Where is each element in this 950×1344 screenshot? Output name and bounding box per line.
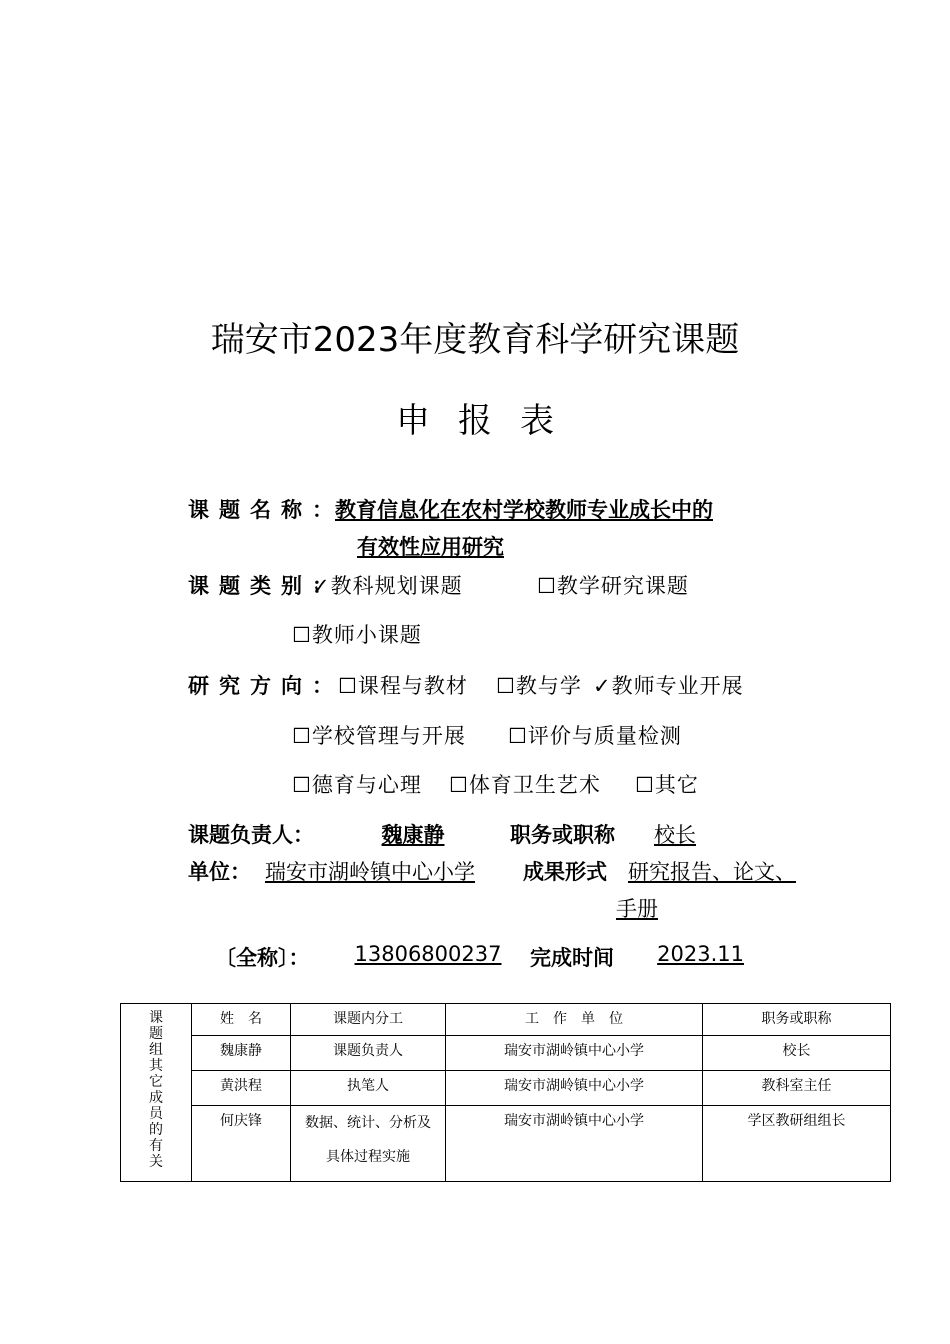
table-row (121, 1070, 891, 1105)
document-title: 瑞安市2023年度教育科学研究课题 (210, 320, 740, 360)
members-side-label: 课题组其它成员的有关 (149, 1010, 163, 1170)
member-title: 校长 (703, 1035, 891, 1070)
direction-option-7[interactable]: ☐体育卫生艺术 (449, 773, 601, 797)
completion-time-label: 完成时间 (530, 946, 614, 970)
member-name: 魏康静 (192, 1035, 291, 1070)
category-option-2[interactable]: ☐教学研究课题 (537, 574, 689, 598)
topic-line-2: 有效性应用研究 (357, 535, 504, 559)
table-row (121, 1035, 891, 1070)
result-line-2: 手册 (616, 897, 658, 921)
header-title: 职务或职称 (703, 1004, 891, 1036)
unit-label: 单位： (188, 860, 251, 884)
header-name: 姓 名 (192, 1004, 291, 1036)
table-header-row (121, 1004, 891, 1036)
header-unit: 工 作 单 位 (446, 1004, 703, 1036)
member-title: 教科室主任 (703, 1070, 891, 1105)
leader-value: 魏康静 (381, 823, 445, 847)
unit-value: 瑞安市湖岭镇中心小学 (265, 860, 475, 884)
members-side-label-cell (121, 1004, 192, 1182)
member-name: 何庆锋 (192, 1105, 291, 1181)
direction-option-2[interactable]: ☐教与学 (496, 674, 582, 698)
direction-option-8[interactable]: ☐其它 (635, 773, 699, 797)
category-option-1[interactable]: ✓教科规划课题 (312, 574, 463, 598)
members-table (120, 1003, 891, 1182)
category-option-3[interactable]: ☐教师小课题 (292, 623, 422, 647)
leader-title-label: 职务或职称 (510, 823, 615, 847)
member-name: 黄洪程 (192, 1070, 291, 1105)
member-role: 数据、统计、分析及具体过程实施 (291, 1105, 446, 1181)
category-label: 课题类别： (188, 574, 343, 598)
topic-label: 课题名称： (188, 498, 343, 522)
direction-option-3[interactable]: ✓教师专业开展 (593, 674, 744, 698)
direction-option-5[interactable]: ☐评价与质量检测 (508, 724, 682, 748)
topic-line-1: 教育信息化在农村学校教师专业成长中的 (335, 498, 713, 522)
header-role: 课题内分工 (291, 1004, 446, 1036)
direction-label: 研究方向： (188, 674, 343, 698)
member-role: 课题负责人 (291, 1035, 446, 1070)
contact-prefix: 〔全称〕： (215, 946, 310, 970)
leader-label: 课题负责人： (188, 823, 314, 847)
direction-option-4[interactable]: ☐学校管理与开展 (292, 724, 466, 748)
member-title: 学区教研组组长 (703, 1105, 891, 1181)
contact-phone: 13806800237 (354, 942, 502, 966)
leader-title-value: 校长 (654, 823, 696, 847)
document-subtitle: 申报表 (396, 401, 582, 441)
direction-option-6[interactable]: ☐德育与心理 (292, 773, 422, 797)
member-unit: 瑞安市湖岭镇中心小学 (446, 1070, 703, 1105)
member-role: 执笔人 (291, 1070, 446, 1105)
completion-time-value: 2023.11 (657, 942, 744, 966)
result-label: 成果形式 (523, 860, 607, 884)
direction-option-1[interactable]: ☐课程与教材 (338, 674, 468, 698)
result-line-1: 研究报告、论文、 (628, 860, 796, 884)
member-unit: 瑞安市湖岭镇中心小学 (446, 1035, 703, 1070)
table-row (121, 1105, 891, 1181)
member-unit: 瑞安市湖岭镇中心小学 (446, 1105, 703, 1181)
